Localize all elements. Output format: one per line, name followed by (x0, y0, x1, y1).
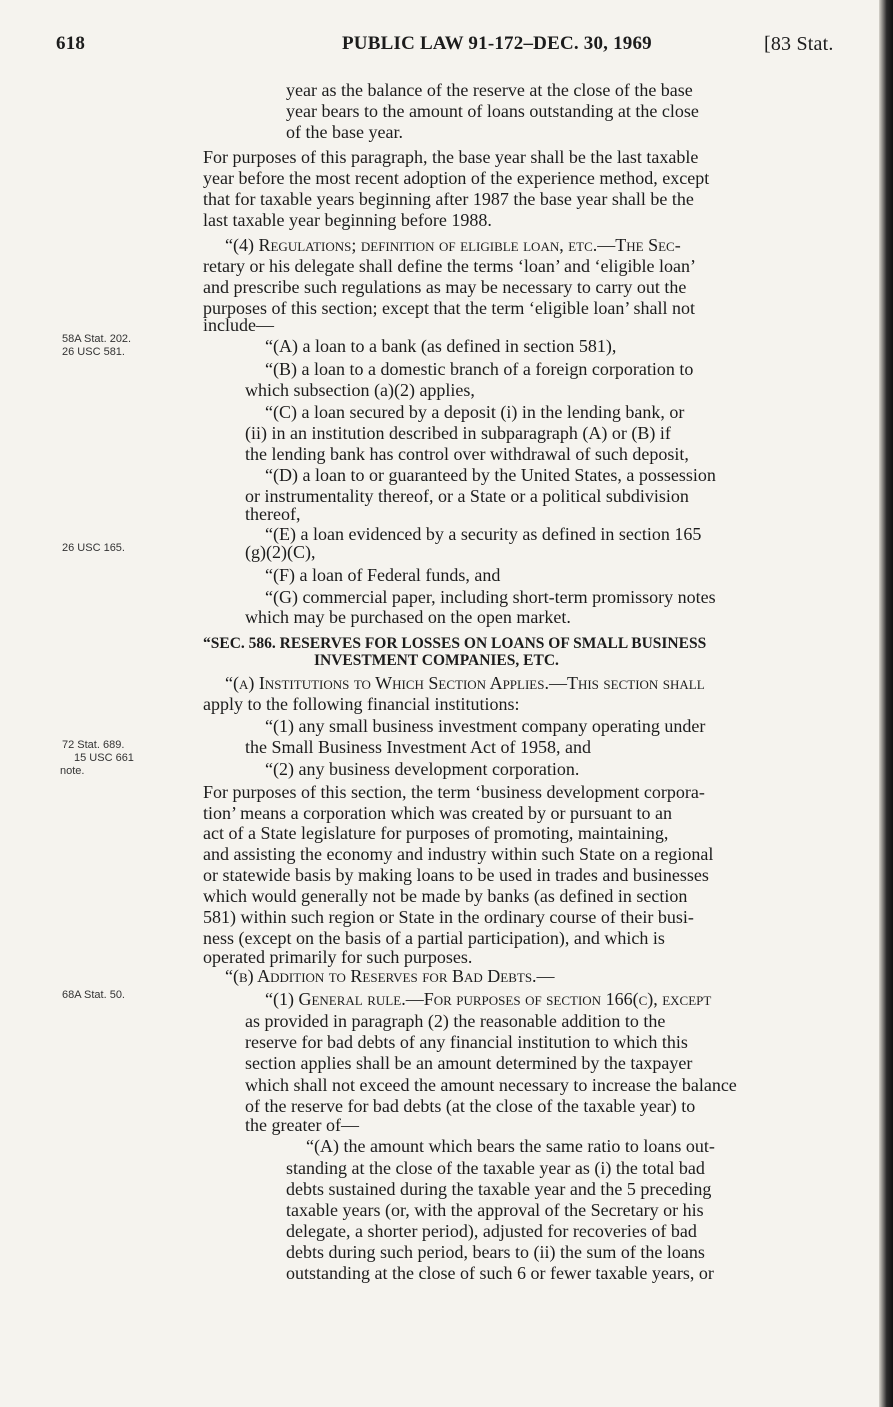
text-line: the lending bank has control over withdrawal of such deposit, (245, 444, 689, 464)
margin-note-4: 68A Stat. 50. (62, 989, 125, 1001)
text-line: or statewide basis by making loans to be used in trades and businesses (203, 865, 709, 885)
text-line: ness (except on the basis of a partial participation), and which is (203, 928, 665, 948)
paragraph-heading: “(1) General rule.—For purposes of section 166(c), except (265, 989, 712, 1009)
text-line: standing at the close of the taxable year as (i) the total bad (286, 1158, 705, 1178)
text-line: which shall not exceed the amount necessary to increase the balance (245, 1075, 737, 1095)
text-line: “(F) a loan of Federal funds, and (265, 565, 501, 585)
text-line: year before the most recent adoption of the experience method, except (203, 168, 710, 188)
margin-note-2: 26 USC 165. (62, 542, 125, 554)
text-line: (g)(2)(C), (245, 542, 316, 562)
text-line: year as the balance of the reserve at the close of the base (286, 80, 693, 100)
text-line: year bears to the amount of loans outstanding at the close (286, 101, 699, 121)
text-line: “(C) a loan secured by a deposit (i) in the lending bank, or (265, 402, 685, 422)
text-line: and assisting the economy and industry within such State on a regional (203, 844, 714, 864)
text-line: the Small Business Investment Act of 1958, and (245, 737, 591, 757)
text-line: act of a State legislature for purposes of promoting, maintaining, (203, 823, 669, 843)
text-line: “(E) a loan evidenced by a security as defined in section 165 (265, 524, 702, 544)
text-line: outstanding at the close of such 6 or fewer taxable years, or (286, 1263, 714, 1283)
margin-note-1: 58A Stat. 202. 26 USC 581. (62, 333, 132, 358)
text-line: of the base year. (286, 122, 403, 142)
text-line: which subsection (a)(2) applies, (245, 380, 475, 400)
text-line: debts sustained during the taxable year and the 5 preceding (286, 1179, 712, 1199)
text-line: “(A) the amount which bears the same ratio to loans out- (306, 1136, 715, 1156)
page-number: 618 (56, 33, 86, 54)
text-line: (ii) in an institution described in subparagraph (A) or (B) if (245, 423, 671, 443)
text-line: of the reserve for bad debts (at the close of the taxable year) to (245, 1096, 696, 1116)
text-line: debts during such period, bears to (ii) the sum of the loans (286, 1242, 705, 1262)
text-line: For purposes of this section, the term ‘business development corpora- (203, 782, 705, 802)
text-line: as provided in paragraph (2) the reasonable addition to the (245, 1011, 666, 1031)
paragraph-heading: “(4) Regulations; definition of eligible loan, etc.—The Sec- (225, 235, 681, 255)
section-heading-cont: INVESTMENT COMPANIES, ETC. (314, 652, 559, 669)
page-title: PUBLIC LAW 91-172–DEC. 30, 1969 (342, 33, 652, 54)
text-line: that for taxable years beginning after 1987 the base year shall be the (203, 189, 694, 209)
text-line: “(2) any business development corporation. (265, 759, 580, 779)
text-line: thereof, (245, 504, 301, 524)
subsection-heading: “(a) Institutions to Which Section Applies.—This section shall (225, 673, 705, 693)
text-line: taxable years (or, with the approval of the Secretary or his (286, 1200, 704, 1220)
text-line: “(D) a loan to or guaranteed by the United States, a possession (265, 465, 716, 485)
page-edge-shadow (879, 0, 893, 1407)
text-line: section applies shall be an amount determined by the taxpayer (245, 1053, 693, 1073)
text-line: or instrumentality thereof, or a State or a political subdivision (245, 486, 689, 506)
text-line: which may be purchased on the open market. (245, 607, 571, 627)
text-line: delegate, a shorter period), adjusted for recoveries of bad (286, 1221, 697, 1241)
margin-note-3: 72 Stat. 689. 15 USC 661 note. (60, 739, 134, 777)
text-line: and prescribe such regulations as may be necessary to carry out the (203, 277, 687, 297)
text-line: reserve for bad debts of any financial institution to which this (245, 1032, 688, 1052)
text-line: apply to the following financial institutions: (203, 694, 520, 714)
text-line: last taxable year beginning before 1988. (203, 210, 492, 230)
text-line: operated primarily for such purposes. (203, 947, 473, 967)
section-heading: “SEC. 586. RESERVES FOR LOSSES ON LOANS OF SMALL BUSINESS (203, 635, 707, 652)
text-line: “(G) commercial paper, including short-term promissory notes (265, 587, 716, 607)
text-line: “(B) a loan to a domestic branch of a foreign corporation to (265, 359, 694, 379)
text-line: include— (203, 315, 274, 335)
subsection-heading: “(b) Addition to Reserves for Bad Debts.— (225, 966, 555, 986)
text-line: retary or his delegate shall define the terms ‘loan’ and ‘eligible loan’ (203, 256, 696, 276)
text-line: purposes of this section; except that the term ‘eligible loan’ shall not (203, 298, 696, 318)
text-line: For purposes of this paragraph, the base year shall be the last taxable (203, 147, 699, 167)
text-line: which would generally not be made by banks (as defined in section (203, 886, 688, 906)
text-line: tion’ means a corporation which was created by or pursuant to an (203, 803, 673, 823)
text-line: “(A) a loan to a bank (as defined in section 581), (265, 336, 617, 356)
volume-reference: [83 Stat. (764, 33, 834, 55)
text-line: 581) within such region or State in the ordinary course of their busi- (203, 907, 694, 927)
text-line: “(1) any small business investment company operating under (265, 716, 706, 736)
text-line: the greater of— (245, 1115, 359, 1135)
